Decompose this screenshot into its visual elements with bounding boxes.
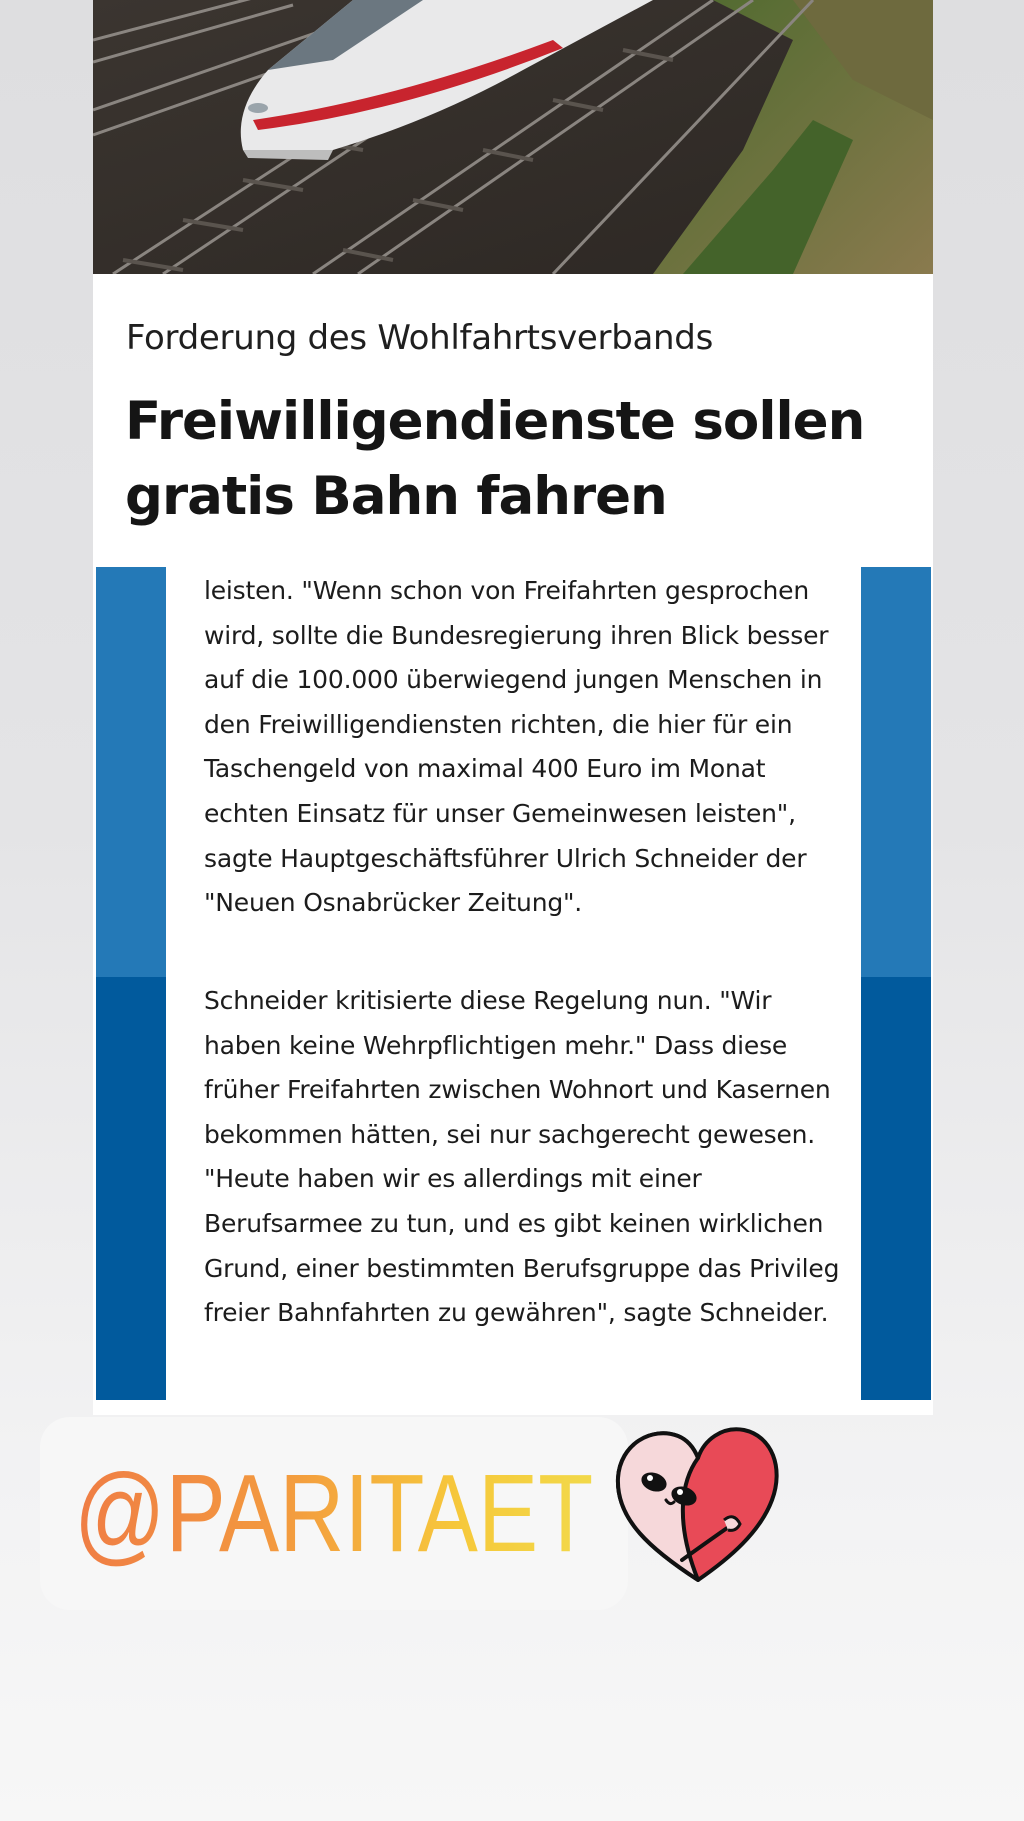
quote-panel-2 (96, 977, 931, 1400)
hero-image-train (93, 0, 933, 274)
mention-text[interactable]: @PARITAET (74, 1449, 593, 1579)
quote-text-2: Schneider kritisierte diese Regelung nun. "Wir haben keine Wehrpflichtigen mehr." Dass diese früher Freifahrten zwischen Wohnort und Kasernen bekommen hätten, sei nur sachgerecht gewesen. "Heute haben wir es allerdings mit einer Berufsarmee zu tun, und es gibt keinen wirklichen Grund, einer bestimmten Berufsgruppe das Privileg freier Bahnfahrten zu gewähren", sagte Schneider. (204, 986, 840, 1328)
mention-sticker[interactable] (40, 1417, 628, 1610)
article-kicker: Forderung des Wohlfahrtsverbands (126, 318, 713, 358)
article-headline: Freiwilligendienste sollen gratis Bahn fahren (125, 391, 865, 527)
article-card (93, 0, 933, 1415)
quote-text-1: leisten. "Wenn schon von Freifahrten gesprochen wird, sollte die Bundesregierung ihren Blick besser auf die 100.000 überwiegend jungen Menschen in den Freiwilligendiensten richten, die hier für ein Taschengeld von maximal 400 Euro im Monat echten Einsatz für unser Gemeinwesen leisten", sagte Hauptgeschäftsführer Ulrich Schneider der "Neuen Osnabrücker Zeitung". (204, 576, 829, 918)
heart-character-icon (612, 1420, 784, 1585)
quote-panel-1 (96, 567, 931, 977)
